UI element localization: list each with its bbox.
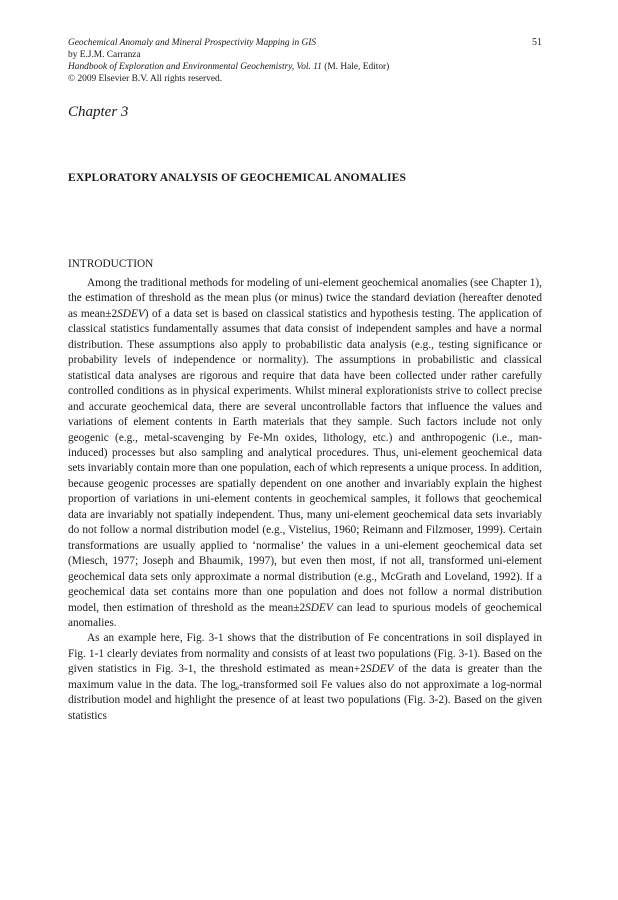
series-title: Handbook of Exploration and Environmental Geochemistry, Vol. 11 [68,62,322,72]
p2-sdev: SDEV [365,663,394,676]
series-line [68,61,542,73]
p1-sdev-a: SDEV [117,307,145,320]
body-text [68,276,542,724]
series-editor: (M. Hale, Editor) [321,62,390,72]
log-subscript: e [235,682,240,692]
section-heading: INTRODUCTION [68,258,154,270]
p2-text-c: -transformed soil Fe values also do not approximate a log-normal distribution model and highlight the presence of at least two populations (Fig. 3-2). Based on the given statistics [68,678,542,722]
p2-text-a: As an example here, Fig. 3-1 shows that the distribution of Fe concentrations in soil displayed in Fig. 1-1 clearly deviates from normality and consists of at least two populations (Fig. 3-1). Based on the given statistics in Fig. 3-1, the threshold estimated as mean+2 [68,632,542,676]
page-number: 51 [532,37,542,48]
p1-sdev-b: SDEV [305,601,333,614]
p1-text-c: can lead to spurious models of geochemical anomalies. [68,601,542,629]
copyright-line: © 2009 Elsevier B.V. All rights reserved. [68,74,223,84]
p1-text-a: Among the traditional methods for modeling of uni-element geochemical anomalies (see Chapter 1), the estimation of threshold as the mean plus (or minus) twice the standard deviation (hereafter denoted as mean±2 [68,277,542,320]
chapter-title: EXPLORATORY ANALYSIS OF GEOCHEMICAL ANOMALIES [68,171,407,184]
running-header [68,37,542,85]
paragraph-1 [68,276,542,631]
p1-text-b: ) of a data set is based on classical statistics and hypothesis testing. The application of classical statistics fundamentally assumes that data consist of independent samples and have a normal distribution. These assumptions also apply to probabilistic data analysis (e.g., testing significance or probability levels of independence or normality). The assumptions in probabilistic and classical statistical data analyses are rigorous and require that data have been collected under rather carefully controlled conditions as in physical experiments. Whilst mineral explorationists strive to collect precise and accurate geochemical data, there are several uncontrollable factors that influence the values and variations of element contents in Earth materials that they sample. Such factors include not only geogenic (e.g., metal-scavenging by Fe-Mn oxides, lithology, etc.) and anthropogenic (i.e., man-induced) processes but also sampling and analytical procedures. Thus, uni-element geochemical data sets invariably contain more than one population, each of which represents a unique process. In addition, because geogenic processes are spatially dependent on one another and invariably explain the highest proportion of variations in uni-element contents in geochemical samples, it follows that geochemical data are invariably not spatially independent. Thus, many uni-element geochemical data sets invariably do not follow a normal distribution model (e.g., Vistelius, 1960; Reimann and Filzmoser, 1999). Certain transformations are usually applied to ‘normalise’ the values in a uni-element geochemical data set (Miesch, 1977; Joseph and Bhaumik, 1997), but even then most, if not all, transformed uni-element geochemical data sets only approximate a normal distribution (e.g., McGrath and Loveland, 1992). If a geochemical data set contains more than one population and does not follow a normal distribution model, then estimation of threshold as the mean±2 [68,307,543,614]
book-title: Geochemical Anomaly and Mineral Prospectivity Mapping in GIS [68,38,317,48]
p2-text-b: of the data is greater than the maximum value in the data. The log [68,663,542,691]
chapter-label: Chapter 3 [68,104,129,120]
paragraph-2 [68,631,542,724]
author-line: by E.J.M. Carranza [68,50,141,60]
